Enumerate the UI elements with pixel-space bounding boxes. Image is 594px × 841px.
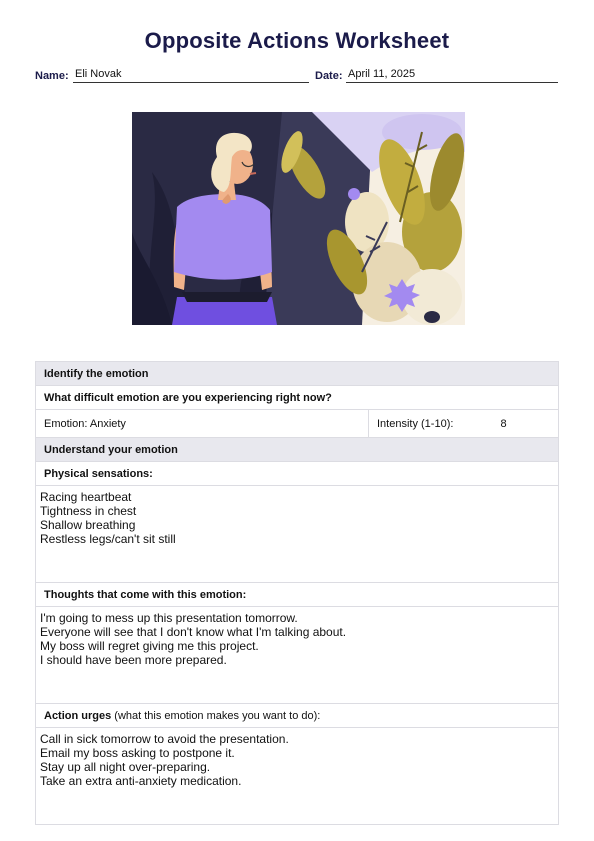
thoughts-field[interactable] <box>36 607 559 704</box>
intensity-field[interactable] <box>369 410 559 438</box>
physical-line: Shallow breathing <box>40 518 136 532</box>
section-heading-identify: Identify the emotion <box>36 362 559 386</box>
emotion-field[interactable]: Emotion: Anxiety <box>36 410 369 438</box>
date-label: Date: <box>315 70 343 82</box>
physical-sensations-field[interactable] <box>36 486 559 583</box>
action-urges-note: (what this emotion makes you want to do): <box>111 709 321 722</box>
thought-line: My boss will regret giving me this project. <box>40 639 259 653</box>
intensity-label: Intensity (1-10): <box>377 417 454 430</box>
action-urges-label <box>36 704 559 728</box>
thoughts-label: Thoughts that come with this emotion: <box>36 583 559 607</box>
intensity-value: 8 <box>500 417 507 430</box>
name-label: Name: <box>35 70 69 82</box>
date-field[interactable]: April 11, 2025 <box>346 68 558 83</box>
physical-sensations-label: Physical sensations: <box>36 462 559 486</box>
illustration-woman-foliage <box>132 112 465 325</box>
name-field[interactable]: Eli Novak <box>73 68 309 83</box>
section-heading-understand: Understand your emotion <box>36 438 559 462</box>
physical-line: Tightness in chest <box>40 504 137 518</box>
thought-line: I'm going to mess up this presentation tomorrow. <box>40 611 298 625</box>
question-difficult-emotion: What difficult emotion are you experiencing right now? <box>36 386 559 410</box>
urge-line: Take an extra anti-anxiety medication. <box>40 774 242 788</box>
urge-line: Stay up all night over-preparing. <box>40 760 211 774</box>
urge-line: Call in sick tomorrow to avoid the presentation. <box>40 732 289 746</box>
action-urges-field[interactable] <box>36 728 559 825</box>
physical-line: Racing heartbeat <box>40 490 132 504</box>
action-urges-title: Action urges <box>44 709 112 722</box>
thought-line: Everyone will see that I don't know what I'm talking about. <box>40 625 347 639</box>
thought-line: I should have been more prepared. <box>40 653 227 667</box>
urge-line: Email my boss asking to postpone it. <box>40 746 235 760</box>
page-title: Opposite Actions Worksheet <box>144 28 450 53</box>
physical-line: Restless legs/can't sit still <box>40 532 176 546</box>
worksheet-table <box>35 361 559 825</box>
